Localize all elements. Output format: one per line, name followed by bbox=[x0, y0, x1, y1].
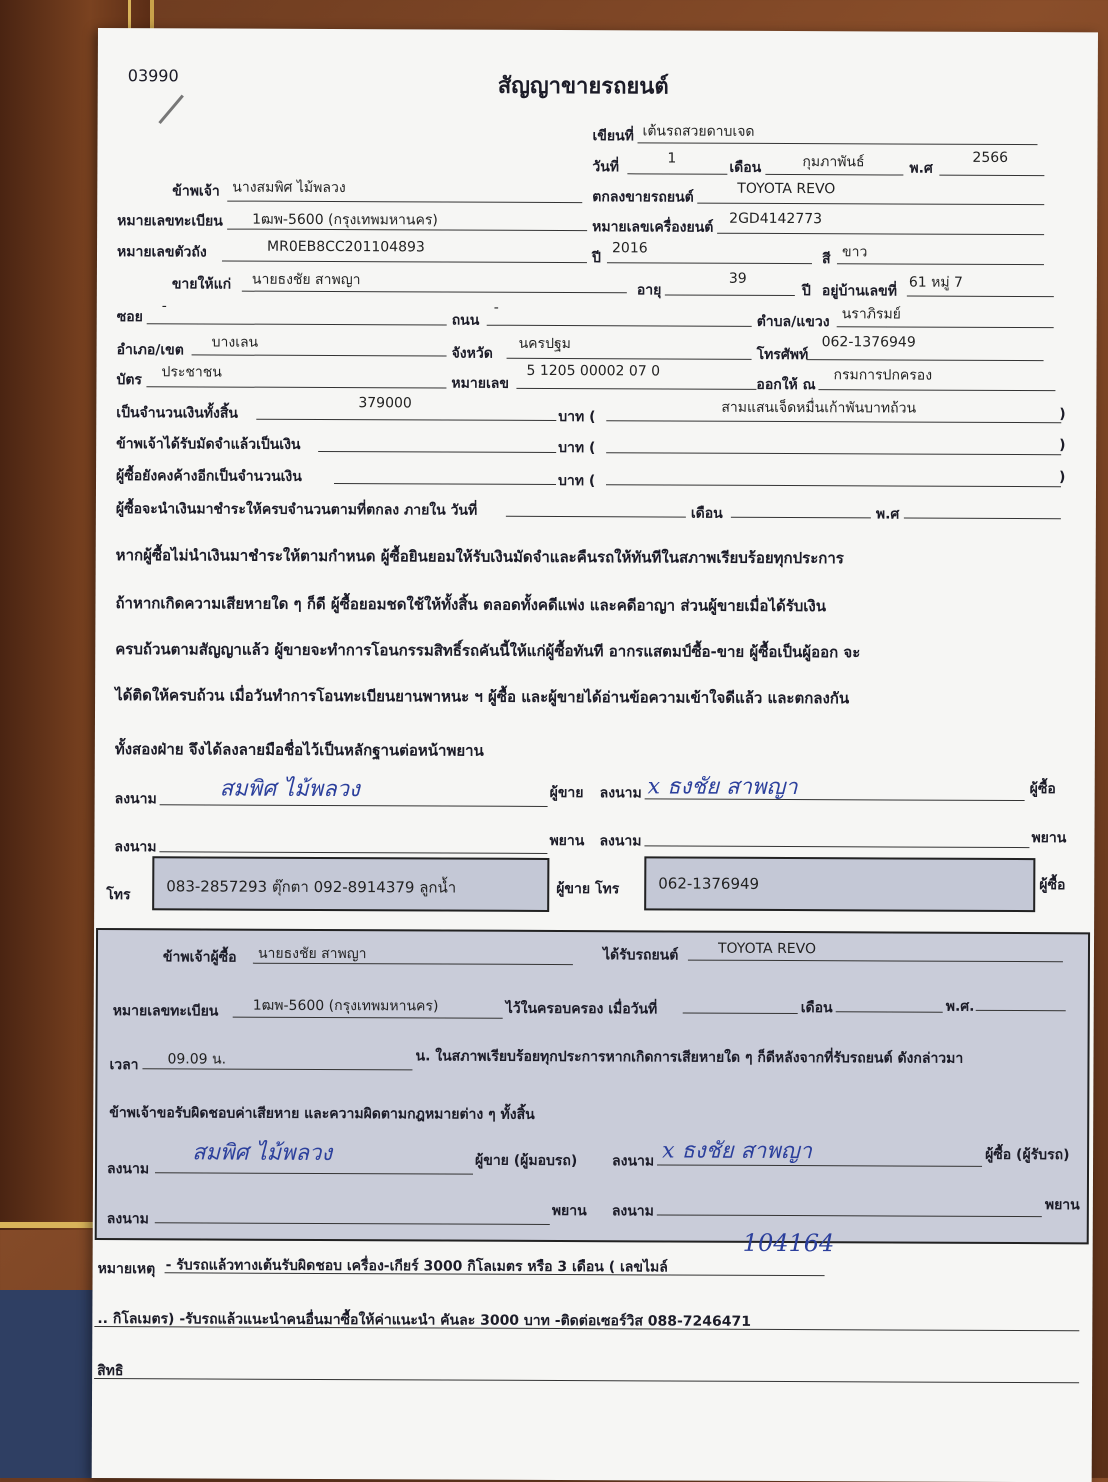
seller-label: ข้าพเจ้า bbox=[172, 183, 220, 200]
subdistrict-label: ตำบล/แขวง bbox=[756, 313, 830, 331]
page-title: สัญญาขายรถยนต์ bbox=[497, 73, 669, 100]
phone-line bbox=[807, 359, 1044, 361]
color-line bbox=[837, 263, 1044, 265]
contract-paper bbox=[92, 28, 1098, 1482]
day-value: 1 bbox=[667, 150, 677, 167]
receipt-buyer-role: ผู้ซื้อ (ผู้รับรถ) bbox=[985, 1146, 1070, 1164]
notes-label: หมายเหตุ bbox=[97, 1261, 156, 1278]
phone-row-label: โทร bbox=[106, 887, 131, 904]
subdistrict-value: นราภิรมย์ bbox=[841, 306, 901, 323]
year-label: พ.ศ bbox=[909, 160, 933, 177]
age-value: 39 bbox=[728, 270, 747, 287]
total-line bbox=[256, 419, 556, 421]
receipt-car-line bbox=[688, 960, 1063, 963]
province-value: นครปฐม bbox=[518, 335, 571, 353]
receipt-liability: ข้าพเจ้าขอรับผิดชอบค่าเสียหาย และความผิดตามกฎหมายต่าง ๆ ทั้งสิ้น bbox=[109, 1105, 535, 1123]
buyer-sign-label: ลงนาม bbox=[599, 785, 642, 802]
house-line bbox=[907, 296, 1054, 298]
witness2-sign-line bbox=[644, 845, 1029, 848]
receipt-buyer-label: ข้าพเจ้าผู้ซื้อ bbox=[162, 949, 237, 966]
month-value: กุมภาพันธ์ bbox=[802, 154, 865, 171]
terms-line-2: ถ้าหากเกิดความเสียหายใด ๆ ก็ดี ผู้ซื้อยอมชดใช้ให้ทั้งสิ้น ตลอดทั้งคดีแพ่ง และคดีอาญา ส่วนผู้ขายเมื่อได้รับเงิน bbox=[115, 594, 827, 616]
age-line bbox=[665, 294, 795, 296]
deposit-baht-label: บาท ( bbox=[558, 440, 596, 457]
witness1-sign-label: ลงนาม bbox=[114, 839, 157, 856]
plate-value: 1ฒพ-5600 (กรุงเทพมหานคร) bbox=[252, 211, 438, 229]
buyer-role: ผู้ซื้อ bbox=[1029, 781, 1056, 798]
due-year-line bbox=[904, 518, 1061, 520]
rights-underline bbox=[94, 1378, 1079, 1383]
due-day-line bbox=[506, 516, 686, 518]
car-line bbox=[697, 203, 1044, 206]
card-line bbox=[146, 386, 446, 388]
receipt-buyer-sign-label: ลงนาม bbox=[612, 1153, 655, 1170]
total-words: สามแสนเจ็ดหมื่นเก้าพันบาทถ้วน bbox=[721, 399, 917, 417]
id-label: หมายเลข bbox=[451, 375, 509, 392]
receipt-year-line bbox=[976, 1010, 1066, 1011]
receipt-time: 09.09 น. bbox=[167, 1051, 227, 1068]
pen-mark bbox=[158, 95, 184, 124]
receipt-witness2-sign-label: ลงนาม bbox=[611, 1203, 654, 1220]
phone-value: 062-1376949 bbox=[821, 334, 916, 351]
age-unit: ปี bbox=[801, 283, 811, 300]
remaining-line bbox=[334, 483, 556, 485]
seller-phones: 083-2857293 ตุ๊กตา 092-8914379 ลูกน้ำ bbox=[166, 877, 457, 897]
receipt-possession-label: ไว้ในครอบครอง เมื่อวันที่ bbox=[505, 1000, 658, 1018]
issued-line bbox=[818, 389, 1055, 391]
card-value: ประชาชน bbox=[161, 364, 222, 381]
witness2-sign-label: ลงนาม bbox=[599, 833, 642, 850]
receipt-car: TOYOTA REVO bbox=[717, 940, 817, 958]
buyer-name-line bbox=[242, 291, 627, 294]
sell-to-label: ขายให้แก่ bbox=[171, 276, 232, 293]
total-words-line bbox=[606, 420, 1061, 423]
buyer-name: นายธงชัย สาพญา bbox=[251, 271, 361, 289]
id-value: 5 1205 00002 07 0 bbox=[526, 362, 661, 380]
document-number: 03990 bbox=[127, 66, 179, 86]
receipt-buyer-signature: x ธงชัย สาพญา bbox=[662, 1138, 812, 1165]
receipt-plate-label: หมายเลขทะเบียน bbox=[112, 1003, 219, 1020]
receipt-time-label: เวลา bbox=[109, 1057, 139, 1074]
vehicle-year-value: 2016 bbox=[612, 240, 648, 257]
written-at-line bbox=[638, 142, 1038, 145]
color-value: ขาว bbox=[841, 244, 868, 261]
receipt-witness2-role: พยาน bbox=[1044, 1197, 1080, 1214]
province-label: จังหวัด bbox=[451, 345, 493, 362]
house-value: 61 หมู่ 7 bbox=[908, 274, 964, 291]
receipt-plate: 1ฒพ-5600 (กรุงเทพมหานคร) bbox=[252, 997, 439, 1015]
buyer-signature: x ธงชัย สาพญา bbox=[647, 774, 798, 801]
issued-label: ออกให้ ณ bbox=[756, 376, 816, 394]
road-value: - bbox=[493, 299, 499, 316]
deposit-line bbox=[318, 451, 556, 453]
engine-label: หมายเลขเครื่องยนต์ bbox=[592, 219, 714, 236]
terms-line-4: ได้ติดให้ครบถ้วน เมื่อวันทำการโอนทะเบียนยานพาหนะ ฯ ผู้ซื้อ และผู้ขายได้อ่านข้อความเข้าใจดีแล้ว และตกลงกัน bbox=[115, 686, 850, 708]
receipt-witness1-role: พยาน bbox=[551, 1202, 587, 1220]
receipt-witness1-line bbox=[155, 1222, 550, 1225]
seller-role: ผู้ขาย bbox=[549, 784, 584, 802]
road-label: ถนน bbox=[451, 312, 480, 329]
due-month-label: เดือน bbox=[690, 505, 723, 522]
receipt-seller-sign-line bbox=[155, 1172, 473, 1174]
chassis-label: หมายเลขตัวถัง bbox=[116, 244, 207, 261]
deposit-label: ข้าพเจ้าได้รับมัดจำแล้วเป็นเงิน bbox=[116, 436, 301, 453]
written-at-label: เขียนที่ bbox=[592, 128, 634, 145]
terms-line-3: ครบถ้วนตามสัญญาแล้ว ผู้ขายจะทำการโอนกรรมสิทธิ์รถคันนี้ให้แก่ผู้ซื้อทันที อากรแสตมป์ซื้อ-ขาย ผู้ซื้อเป็นผู้ออก จะ bbox=[115, 640, 861, 662]
age-label: อายุ bbox=[636, 282, 662, 299]
vehicle-year-label: ปี bbox=[591, 250, 601, 267]
vehicle-year-line bbox=[607, 262, 812, 264]
total-label: เป็นจำนวนเงินทั้งสิ้น bbox=[116, 405, 239, 422]
rights-label: สิทธิ bbox=[97, 1363, 124, 1380]
car-value: TOYOTA REVO bbox=[737, 180, 836, 198]
total-value: 379000 bbox=[358, 395, 412, 412]
total-baht-label: บาท ( bbox=[558, 409, 596, 426]
day-line bbox=[627, 173, 727, 174]
receipt-section bbox=[95, 928, 1090, 1244]
witness1-role: พยาน bbox=[549, 832, 585, 850]
witness1-sign-line bbox=[159, 851, 547, 854]
phone-label: โทรศัพท์ bbox=[756, 346, 809, 364]
road-line bbox=[487, 325, 752, 327]
engine-line bbox=[717, 233, 1044, 235]
id-line bbox=[516, 388, 756, 390]
deposit-words-line bbox=[606, 452, 1061, 455]
seller-sign-label: ลงนาม bbox=[114, 791, 157, 808]
total-close: ) bbox=[1059, 406, 1066, 423]
remaining-words-line bbox=[606, 484, 1061, 487]
receipt-month-line bbox=[836, 1011, 943, 1012]
district-value: บางเลน bbox=[211, 334, 259, 351]
receipt-year-label: พ.ศ. bbox=[945, 998, 975, 1015]
remaining-close: ) bbox=[1059, 469, 1066, 486]
buyer-phone-box bbox=[644, 856, 1035, 912]
province-line bbox=[507, 358, 752, 360]
issued-value: กรมการปกครอง bbox=[833, 367, 933, 384]
written-at-value: เต้นรถสวยดาบเจด bbox=[642, 123, 755, 140]
receipt-month-label: เดือน bbox=[800, 1000, 833, 1017]
chassis-value: MR0EB8CC201104893 bbox=[267, 238, 425, 256]
receipt-buyer-name: นายธงชัย สาพญา bbox=[257, 945, 367, 963]
due-label: ผู้ซื้อจะนำเงินมาชำระให้ครบจำนวนตามที่ตกลง ภายใน วันที่ bbox=[115, 501, 478, 519]
seller-signature: สมพิศ ไม้พลวง bbox=[219, 776, 360, 803]
terms-line-1: หากผู้ซื้อไม่นำเงินมาชำระให้ตามกำหนด ผู้ซื้อยินยอมให้รับเงินมัดจำและคืนรถให้ทันทีในสภาพเรียบร้อยทุกประการ bbox=[115, 546, 844, 568]
receipt-seller-signature: สมพิศ ไม้พลวง bbox=[192, 1140, 333, 1167]
remaining-label: ผู้ซื้อยังคงค้างอีกเป็นจำนวนเงิน bbox=[116, 468, 302, 485]
chassis-line bbox=[222, 261, 587, 264]
buyer-phone-role: ผู้ซื้อ bbox=[1039, 877, 1066, 894]
soi-label: ซอย bbox=[116, 309, 143, 326]
house-label: อยู่บ้านเลขที่ bbox=[821, 283, 897, 300]
soi-line bbox=[147, 323, 447, 325]
receipt-seller-role: ผู้ขาย (ผู้มอบรถ) bbox=[475, 1152, 578, 1170]
receipt-received-label: ได้รับรถยนต์ bbox=[602, 947, 679, 964]
year-line bbox=[939, 175, 1044, 176]
receipt-seller-sign-label: ลงนาม bbox=[106, 1161, 150, 1178]
seller-phone-box bbox=[152, 856, 549, 912]
day-label: วันที่ bbox=[592, 159, 620, 176]
due-year-label: พ.ศ bbox=[875, 506, 900, 523]
card-label: บัตร bbox=[116, 372, 142, 389]
seller-name: นางสมพิศ ไม้พลวง bbox=[232, 179, 346, 197]
remaining-baht-label: บาท ( bbox=[557, 473, 596, 490]
receipt-witness2-line bbox=[657, 1214, 1042, 1217]
mileage-value: 104164 bbox=[742, 1228, 835, 1258]
engine-value: 2GD4142773 bbox=[729, 210, 823, 228]
seller-line bbox=[227, 201, 582, 204]
terms-line-5: ทั้งสองฝ่าย จึงได้ลงลายมือชื่อไว้เป็นหลักฐานต่อหน้าพยาน bbox=[114, 740, 484, 760]
district-label: อำเภอ/เขต bbox=[116, 342, 184, 359]
subdistrict-line bbox=[837, 326, 1054, 328]
receipt-witness1-sign-label: ลงนาม bbox=[106, 1211, 149, 1228]
color-label: สี bbox=[821, 251, 831, 268]
witness2-role: พยาน bbox=[1031, 830, 1067, 847]
notes-line-1: - รับรถแล้วทางเต้นรับผิดชอบ เครื่อง-เกียร์ 3000 กิโลเมตร หรือ 3 เดือน ( เลขไมล์ bbox=[165, 1257, 668, 1276]
seller-phone-role: ผู้ขาย โทร bbox=[556, 881, 620, 898]
notes-line-2: .. กิโลเมตร) -รับรถแล้วแนะนำคนอื่นมาซื้อให้ค่าแนะนำ คันละ 3000 บาท -ติดต่อเซอร์วิส 088-7246471 bbox=[97, 1311, 752, 1330]
due-month-line bbox=[731, 517, 871, 519]
deposit-close: ) bbox=[1059, 437, 1066, 454]
month-line bbox=[765, 174, 903, 176]
district-line bbox=[192, 354, 447, 356]
agree-label: ตกลงขายรถยนต์ bbox=[592, 189, 694, 206]
year-value: 2566 bbox=[972, 149, 1009, 166]
soi-value: - bbox=[161, 298, 167, 315]
month-label: เดือน bbox=[729, 159, 762, 176]
buyer-phone: 062-1376949 bbox=[658, 874, 760, 893]
receipt-condition: น. ในสภาพเรียบร้อยทุกประการหากเกิดการเสียหายใด ๆ ก็ดีหลังจากที่รับรถยนต์ ดังกล่าวมา bbox=[415, 1048, 964, 1067]
plate-label: หมายเลขทะเบียน bbox=[117, 213, 223, 230]
receipt-day-line bbox=[683, 1013, 798, 1015]
